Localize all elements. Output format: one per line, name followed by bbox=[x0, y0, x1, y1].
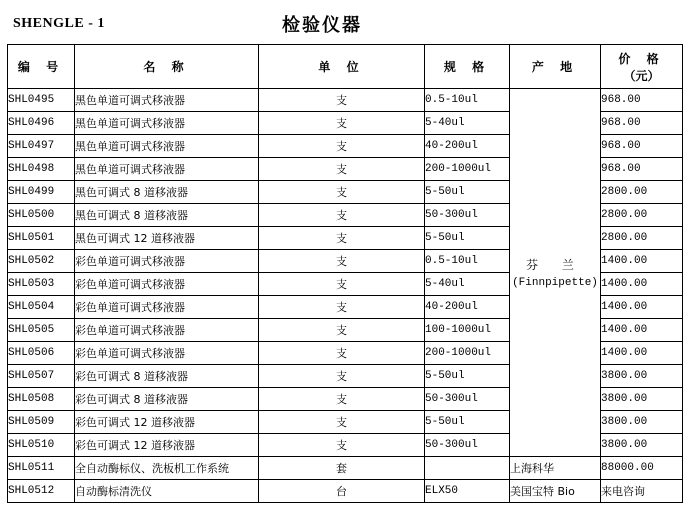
cell-spec: 5-50ul bbox=[425, 181, 510, 204]
cell-code: SHL0505 bbox=[8, 319, 75, 342]
document-header bbox=[0, 0, 689, 44]
cell-code: SHL0510 bbox=[8, 434, 75, 457]
cell-price: 968.00 bbox=[601, 112, 683, 135]
cell-name: 彩色单道可调式移液器 bbox=[75, 250, 259, 273]
cell-spec: 200-1000ul bbox=[425, 342, 510, 365]
cell-name: 黑色单道可调式移液器 bbox=[75, 135, 259, 158]
cell-price: 968.00 bbox=[601, 158, 683, 181]
cell-unit: 支 bbox=[259, 204, 425, 227]
cell-price: 88000.00 bbox=[601, 457, 683, 480]
cell-name: 自动酶标清洗仪 bbox=[75, 480, 259, 503]
col-header-name: 名 称 bbox=[75, 45, 259, 89]
cell-price: 968.00 bbox=[601, 89, 683, 112]
cell-code: SHL0511 bbox=[8, 457, 75, 480]
page-title: 检验仪器 bbox=[282, 15, 362, 36]
cell-unit: 支 bbox=[259, 319, 425, 342]
cell-unit: 支 bbox=[259, 112, 425, 135]
cell-name: 彩色可调式 8 道移液器 bbox=[75, 388, 259, 411]
origin-brand: (Finnpipette) bbox=[512, 277, 598, 289]
cell-price: 1400.00 bbox=[601, 319, 683, 342]
cell-unit: 支 bbox=[259, 411, 425, 434]
cell-spec: 100-1000ul bbox=[425, 319, 510, 342]
cell-name: 彩色单道可调式移液器 bbox=[75, 319, 259, 342]
cell-code: SHL0512 bbox=[8, 480, 75, 503]
cell-price: 3800.00 bbox=[601, 388, 683, 411]
cell-spec: 5-50ul bbox=[425, 411, 510, 434]
cell-name: 彩色单道可调式移液器 bbox=[75, 342, 259, 365]
cell-code: SHL0501 bbox=[8, 227, 75, 250]
cell-unit: 支 bbox=[259, 89, 425, 112]
cell-name: 黑色可调式 8 道移液器 bbox=[75, 204, 259, 227]
cell-name: 彩色单道可调式移液器 bbox=[75, 296, 259, 319]
cell-spec: 40-200ul bbox=[425, 135, 510, 158]
cell-code: SHL0506 bbox=[8, 342, 75, 365]
table-header-row bbox=[8, 45, 683, 89]
cell-spec: 50-300ul bbox=[425, 434, 510, 457]
catalog-code: SHENGLE - 1 bbox=[13, 16, 105, 31]
cell-name: 彩色单道可调式移液器 bbox=[75, 273, 259, 296]
table-body bbox=[8, 89, 683, 503]
cell-unit: 套 bbox=[259, 457, 425, 480]
cell-spec: 5-40ul bbox=[425, 112, 510, 135]
price-header-line2: （元） bbox=[623, 68, 660, 83]
cell-code: SHL0496 bbox=[8, 112, 75, 135]
cell-unit: 支 bbox=[259, 273, 425, 296]
col-header-spec: 规 格 bbox=[425, 45, 510, 89]
cell-price: 3800.00 bbox=[601, 411, 683, 434]
cell-spec: 5-40ul bbox=[425, 273, 510, 296]
cell-unit: 支 bbox=[259, 135, 425, 158]
cell-unit: 支 bbox=[259, 181, 425, 204]
cell-code: SHL0504 bbox=[8, 296, 75, 319]
col-header-price bbox=[601, 45, 683, 89]
cell-price: 2800.00 bbox=[601, 181, 683, 204]
cell-price: 1400.00 bbox=[601, 273, 683, 296]
cell-price: 1400.00 bbox=[601, 342, 683, 365]
cell-price: 3800.00 bbox=[601, 365, 683, 388]
cell-spec: 0.5-10ul bbox=[425, 89, 510, 112]
cell-price: 1400.00 bbox=[601, 296, 683, 319]
cell-spec bbox=[425, 457, 510, 480]
cell-price: 3800.00 bbox=[601, 434, 683, 457]
cell-code: SHL0508 bbox=[8, 388, 75, 411]
cell-code: SHL0503 bbox=[8, 273, 75, 296]
cell-code: SHL0495 bbox=[8, 89, 75, 112]
cell-code: SHL0507 bbox=[8, 365, 75, 388]
cell-origin-merged bbox=[510, 89, 601, 457]
cell-name: 黑色可调式 12 道移液器 bbox=[75, 227, 259, 250]
cell-unit: 支 bbox=[259, 227, 425, 250]
cell-unit: 支 bbox=[259, 158, 425, 181]
cell-name: 彩色可调式 8 道移液器 bbox=[75, 365, 259, 388]
cell-origin: 美国宝特 Bio bbox=[510, 480, 601, 503]
cell-name: 黑色单道可调式移液器 bbox=[75, 158, 259, 181]
cell-unit: 台 bbox=[259, 480, 425, 503]
cell-unit: 支 bbox=[259, 388, 425, 411]
table-row bbox=[8, 480, 683, 503]
cell-spec: 50-300ul bbox=[425, 388, 510, 411]
cell-name: 全自动酶标仪、洗板机工作系统 bbox=[75, 457, 259, 480]
cell-name: 黑色单道可调式移液器 bbox=[75, 89, 259, 112]
cell-name: 彩色可调式 12 道移液器 bbox=[75, 434, 259, 457]
col-header-unit: 单 位 bbox=[259, 45, 425, 89]
cell-unit: 支 bbox=[259, 342, 425, 365]
cell-price: 来电咨询 bbox=[601, 480, 683, 503]
table-row bbox=[8, 89, 683, 112]
cell-unit: 支 bbox=[259, 434, 425, 457]
cell-unit: 支 bbox=[259, 296, 425, 319]
cell-code: SHL0498 bbox=[8, 158, 75, 181]
cell-price: 2800.00 bbox=[601, 204, 683, 227]
cell-spec: ELX50 bbox=[425, 480, 510, 503]
origin-country: 芬 兰 bbox=[526, 258, 584, 272]
cell-unit: 支 bbox=[259, 365, 425, 388]
table-row bbox=[8, 457, 683, 480]
price-header-line1: 价 格 bbox=[618, 51, 665, 66]
cell-code: SHL0509 bbox=[8, 411, 75, 434]
col-header-origin: 产 地 bbox=[510, 45, 601, 89]
cell-spec: 50-300ul bbox=[425, 204, 510, 227]
cell-code: SHL0497 bbox=[8, 135, 75, 158]
cell-spec: 5-50ul bbox=[425, 227, 510, 250]
cell-price: 2800.00 bbox=[601, 227, 683, 250]
cell-code: SHL0499 bbox=[8, 181, 75, 204]
cell-name: 彩色可调式 12 道移液器 bbox=[75, 411, 259, 434]
cell-code: SHL0500 bbox=[8, 204, 75, 227]
cell-code: SHL0502 bbox=[8, 250, 75, 273]
cell-spec: 0.5-10ul bbox=[425, 250, 510, 273]
product-table bbox=[7, 44, 683, 503]
cell-spec: 200-1000ul bbox=[425, 158, 510, 181]
cell-unit: 支 bbox=[259, 250, 425, 273]
cell-name: 黑色单道可调式移液器 bbox=[75, 112, 259, 135]
col-header-code: 编 号 bbox=[8, 45, 75, 89]
cell-price: 1400.00 bbox=[601, 250, 683, 273]
cell-spec: 40-200ul bbox=[425, 296, 510, 319]
cell-spec: 5-50ul bbox=[425, 365, 510, 388]
cell-price: 968.00 bbox=[601, 135, 683, 158]
cell-origin: 上海科华 bbox=[510, 457, 601, 480]
cell-name: 黑色可调式 8 道移液器 bbox=[75, 181, 259, 204]
